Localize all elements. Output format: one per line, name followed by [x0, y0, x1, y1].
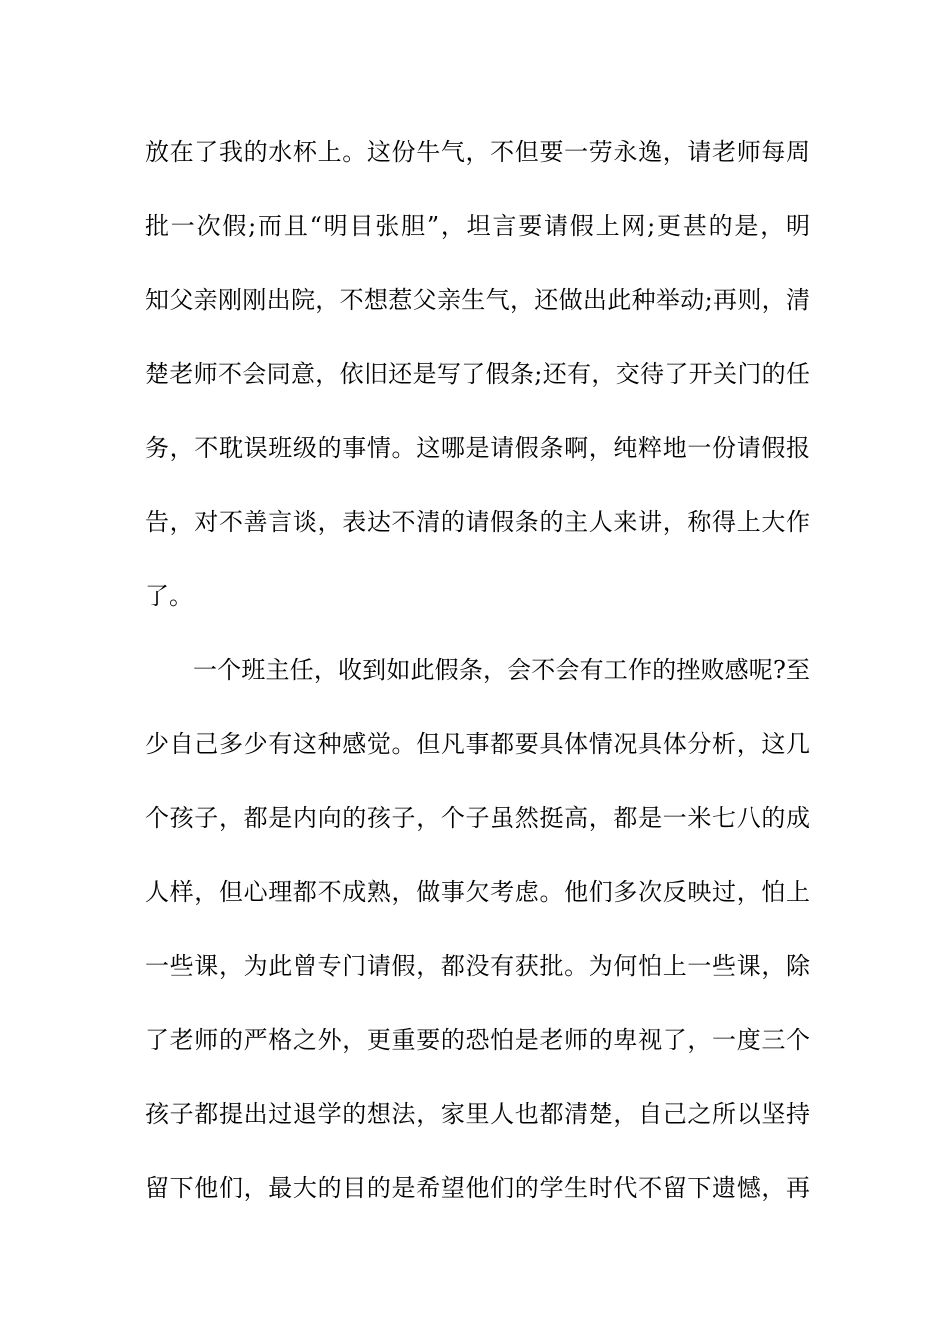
text-line-7: 了。	[145, 582, 193, 610]
text-line-8: 一个班主任，收到如此假条，会不会有工作的挫败感呢?至	[193, 656, 810, 684]
text-line-11: 人样，但心理都不成熟，做事欠考虑。他们多次反映过，怕上	[145, 878, 810, 906]
text-line-14: 孩子都提出过退学的想法，家里人也都清楚，自己之所以坚持	[145, 1100, 810, 1128]
text-line-2: 批一次假;而且“明目张胆”，坦言要请假上网;更甚的是，明	[145, 212, 810, 240]
body-text	[145, 127, 810, 1237]
text-line-5: 务，不耽误班级的事情。这哪是请假条啊，纯粹地一份请假报	[145, 434, 810, 462]
text-line-12: 一些课，为此曾专门请假，都没有获批。为何怕上一些课，除	[145, 952, 810, 980]
text-line-3: 知父亲刚刚出院，不想惹父亲生气，还做出此种举动;再则，清	[145, 286, 810, 314]
text-line-9: 少自己多少有这种感觉。但凡事都要具体情况具体分析，这几	[145, 730, 810, 758]
text-line-10: 个孩子，都是内向的孩子，个子虽然挺高，都是一米七八的成	[145, 804, 810, 832]
text-line-4: 楚老师不会同意，依旧还是写了假条;还有，交待了开关门的任	[145, 360, 810, 388]
text-line-15: 留下他们，最大的目的是希望他们的学生时代不留下遗憾，再	[145, 1174, 810, 1202]
text-line-13: 了老师的严格之外，更重要的恐怕是老师的卑视了，一度三个	[145, 1026, 810, 1054]
text-line-1: 放在了我的水杯上。这份牛气，不但要一劳永逸，请老师每周	[145, 138, 810, 166]
text-line-6: 告，对不善言谈，表达不清的请假条的主人来讲，称得上大作	[145, 508, 810, 536]
